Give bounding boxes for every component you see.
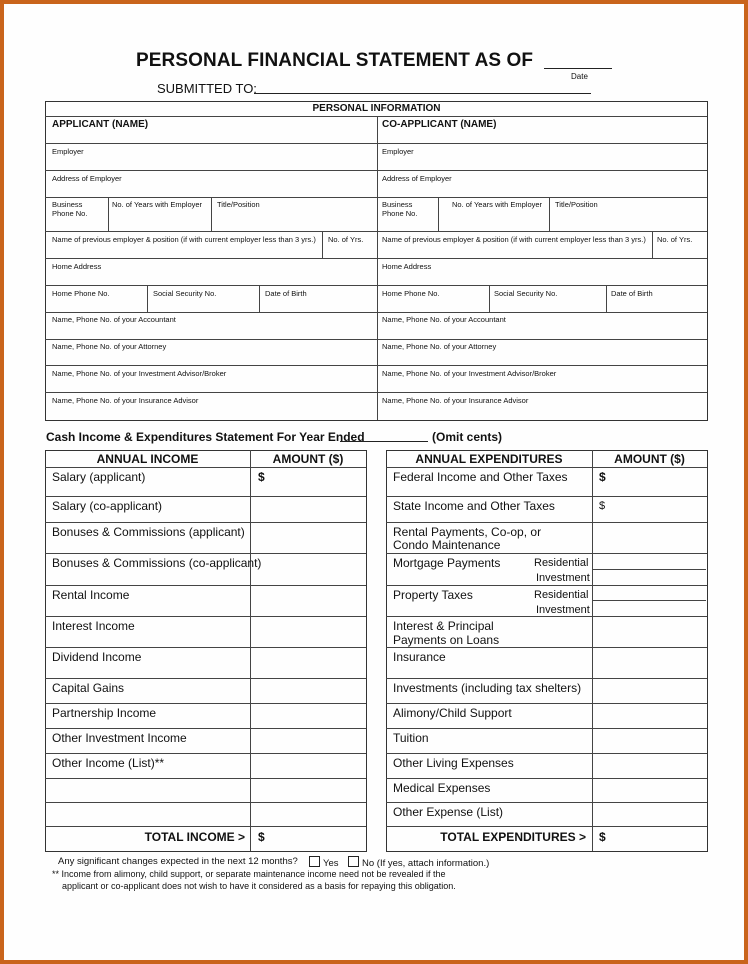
- cash-statement-heading: Cash Income & Expenditures Statement For Year Ended: [46, 430, 365, 444]
- form-page: [4, 4, 744, 960]
- expenditure-row-label: Mortgage Payments: [393, 556, 501, 570]
- applicant-ssn[interactable]: Social Security No.: [153, 289, 217, 298]
- footnote-line1: ** Income from alimony, child support, or separate maintenance income need not be revealed if the: [52, 869, 446, 879]
- expenditure-row-label: Other Expense (List): [393, 805, 504, 819]
- expenditures-col-amount: AMOUNT ($): [614, 452, 685, 466]
- coapplicant-home-address[interactable]: Home Address: [382, 262, 432, 271]
- coapplicant-previous-employer[interactable]: Name of previous employer & position (if with current employer less than 3 yrs.): [382, 235, 646, 244]
- income-amount-cell[interactable]: [250, 496, 365, 522]
- expenditure-amount-cell[interactable]: [592, 467, 706, 496]
- expenditure-amount-cell[interactable]: [592, 703, 706, 728]
- income-amount-cell[interactable]: [250, 802, 365, 826]
- applicant-employer-address[interactable]: Address of Employer: [52, 174, 122, 183]
- expenditure-row-label: Interest & Principal: [393, 619, 494, 633]
- applicant-home-phone[interactable]: Home Phone No.: [52, 289, 110, 298]
- coapplicant-years-employer[interactable]: No. of Years with Employer: [452, 200, 543, 209]
- expenditure-amount-cell[interactable]: [592, 647, 706, 678]
- applicant-employer[interactable]: Employer: [52, 147, 84, 156]
- expenditure-row-label: Federal Income and Other Taxes: [393, 470, 568, 484]
- income-row-label: Partnership Income: [52, 706, 157, 720]
- income-row-label: Dividend Income: [52, 650, 142, 664]
- expenditure-amount-cell[interactable]: [592, 496, 706, 522]
- applicant-advisor[interactable]: Name, Phone No. of your Investment Advisor/Broker: [52, 369, 227, 378]
- income-col-amount: AMOUNT ($): [272, 452, 344, 466]
- income-amount-cell[interactable]: [250, 585, 365, 616]
- income-row-label: Bonuses & Commissions (applicant): [52, 525, 245, 539]
- coapplicant-employer[interactable]: Employer: [382, 147, 414, 156]
- coapplicant-title-position[interactable]: Title/Position: [555, 200, 598, 209]
- applicant-heading: APPLICANT (NAME): [52, 119, 149, 130]
- income-col-label: ANNUAL INCOME: [96, 452, 199, 466]
- total-expenditures-label: TOTAL EXPENDITURES >: [440, 830, 586, 844]
- income-amount-cell[interactable]: [250, 678, 365, 703]
- expenditure-row-label: Insurance: [393, 650, 446, 664]
- date-caption: Date: [571, 72, 588, 81]
- income-row-label: Other Investment Income: [52, 731, 187, 745]
- applicant-num-yrs[interactable]: No. of Yrs.: [328, 235, 364, 244]
- state-tax-dollar-sign: $: [599, 500, 606, 512]
- expenditure-amount-cell[interactable]: [592, 753, 706, 778]
- income-amount-cell[interactable]: [250, 647, 365, 678]
- mortgage-investment: Investment: [536, 572, 590, 584]
- expenditure-amount-cell[interactable]: [592, 802, 706, 826]
- income-amount-cell[interactable]: [250, 522, 365, 553]
- property-residential: Residential: [534, 589, 589, 601]
- coapplicant-ssn[interactable]: Social Security No.: [494, 289, 558, 298]
- income-row-label: Salary (applicant): [52, 470, 146, 484]
- income-row-label: Salary (co-applicant): [52, 499, 163, 513]
- expenditure-amount-cell[interactable]: [592, 522, 706, 553]
- total-income-label: TOTAL INCOME >: [144, 830, 245, 844]
- expenditure-row-label-line2: Payments on Loans: [393, 633, 500, 647]
- expenditures-col-label: ANNUAL EXPENDITURES: [415, 452, 563, 466]
- income-amount-cell[interactable]: [250, 616, 365, 647]
- coapplicant-num-yrs[interactable]: No. of Yrs.: [657, 235, 693, 244]
- footnote-line2: applicant or co-applicant does not wish to have it considered as a basis for repaying this obligation.: [62, 881, 456, 891]
- no-checkbox[interactable]: [348, 856, 359, 867]
- mortgage-residential: Residential: [534, 557, 589, 569]
- expenditure-row-label: Rental Payments, Co-op, or: [393, 525, 542, 539]
- coapplicant-business-phone[interactable]: Business Phone No.: [382, 200, 418, 218]
- applicant-dob[interactable]: Date of Birth: [265, 289, 307, 298]
- expenditure-dollar-sign: $: [599, 470, 606, 484]
- yes-option[interactable]: [309, 856, 339, 869]
- expenditure-row-label: Investments (including tax shelters): [393, 681, 582, 695]
- coapplicant-advisor[interactable]: Name, Phone No. of your Investment Advisor/Broker: [382, 369, 557, 378]
- expenditure-amount-cell[interactable]: [592, 728, 706, 753]
- income-row-label: Rental Income: [52, 588, 130, 602]
- year-ended-line[interactable]: [340, 441, 428, 442]
- applicant-years-employer[interactable]: No. of Years with Employer: [112, 200, 203, 209]
- expenditure-row-label: Medical Expenses: [393, 781, 491, 795]
- as-of-date-line[interactable]: [544, 68, 612, 69]
- coapplicant-home-phone[interactable]: Home Phone No.: [382, 289, 440, 298]
- form-title: PERSONAL FINANCIAL STATEMENT AS OF: [136, 50, 534, 71]
- applicant-accountant[interactable]: Name, Phone No. of your Accountant: [52, 315, 176, 324]
- total-income-dollar: $: [258, 830, 265, 844]
- applicant-attorney[interactable]: Name, Phone No. of your Attorney: [52, 342, 167, 351]
- coapplicant-dob[interactable]: Date of Birth: [611, 289, 653, 298]
- no-option[interactable]: [348, 856, 489, 869]
- omit-cents-note: (Omit cents): [432, 430, 503, 444]
- expenditure-row-label-line2: Condo Maintenance: [393, 538, 501, 552]
- expenditure-row-label: State Income and Other Taxes: [393, 499, 555, 513]
- applicant-previous-employer[interactable]: Name of previous employer & position (if with current employer less than 3 yrs.): [52, 235, 316, 244]
- yes-label: Yes: [323, 858, 339, 869]
- income-row-label: Bonuses & Commissions (co-applicant): [52, 556, 262, 570]
- personal-info-heading: PERSONAL INFORMATION: [312, 103, 441, 114]
- income-amount-cell[interactable]: [250, 753, 365, 778]
- income-amount-cell[interactable]: [250, 703, 365, 728]
- expenditure-row-label: Alimony/Child Support: [393, 706, 512, 720]
- expenditure-amount-cell[interactable]: [592, 616, 706, 647]
- coapplicant-accountant[interactable]: Name, Phone No. of your Accountant: [382, 315, 506, 324]
- yes-checkbox[interactable]: [309, 856, 320, 867]
- income-amount-cell[interactable]: [250, 467, 365, 496]
- submitted-to-label: SUBMITTED TO:: [157, 81, 257, 96]
- income-amount-cell[interactable]: [250, 553, 365, 585]
- income-amount-cell[interactable]: [250, 728, 365, 753]
- income-amount-cell[interactable]: [250, 778, 365, 802]
- changes-question: Any significant changes expected in the next 12 months?: [58, 856, 298, 867]
- applicant-title-position[interactable]: Title/Position: [217, 200, 260, 209]
- submitted-to-line[interactable]: [254, 93, 591, 94]
- applicant-insurance[interactable]: Name, Phone No. of your Insurance Advisor: [52, 396, 199, 405]
- income-dollar-sign: $: [258, 470, 265, 484]
- coapplicant-insurance[interactable]: Name, Phone No. of your Insurance Advisor: [382, 396, 529, 405]
- no-label: No (If yes, attach information.): [362, 858, 490, 869]
- expenditure-amount-cell[interactable]: [592, 778, 706, 802]
- income-row-label: Other Income (List)**: [52, 756, 165, 770]
- income-row-label: Interest Income: [52, 619, 135, 633]
- property-investment: Investment: [536, 604, 590, 616]
- expenditure-amount-cell[interactable]: [592, 678, 706, 703]
- coapplicant-attorney[interactable]: Name, Phone No. of your Attorney: [382, 342, 497, 351]
- expenditure-row-label: Property Taxes: [393, 588, 473, 602]
- income-row-label: Capital Gains: [52, 681, 125, 695]
- coapplicant-employer-address[interactable]: Address of Employer: [382, 174, 452, 183]
- applicant-business-phone[interactable]: Business Phone No.: [52, 200, 88, 218]
- applicant-home-address[interactable]: Home Address: [52, 262, 102, 271]
- expenditure-row-label: Other Living Expenses: [393, 756, 514, 770]
- coapplicant-heading: CO-APPLICANT (NAME): [382, 119, 497, 130]
- total-expenditures-dollar: $: [599, 830, 606, 844]
- expenditure-row-label: Tuition: [393, 731, 429, 745]
